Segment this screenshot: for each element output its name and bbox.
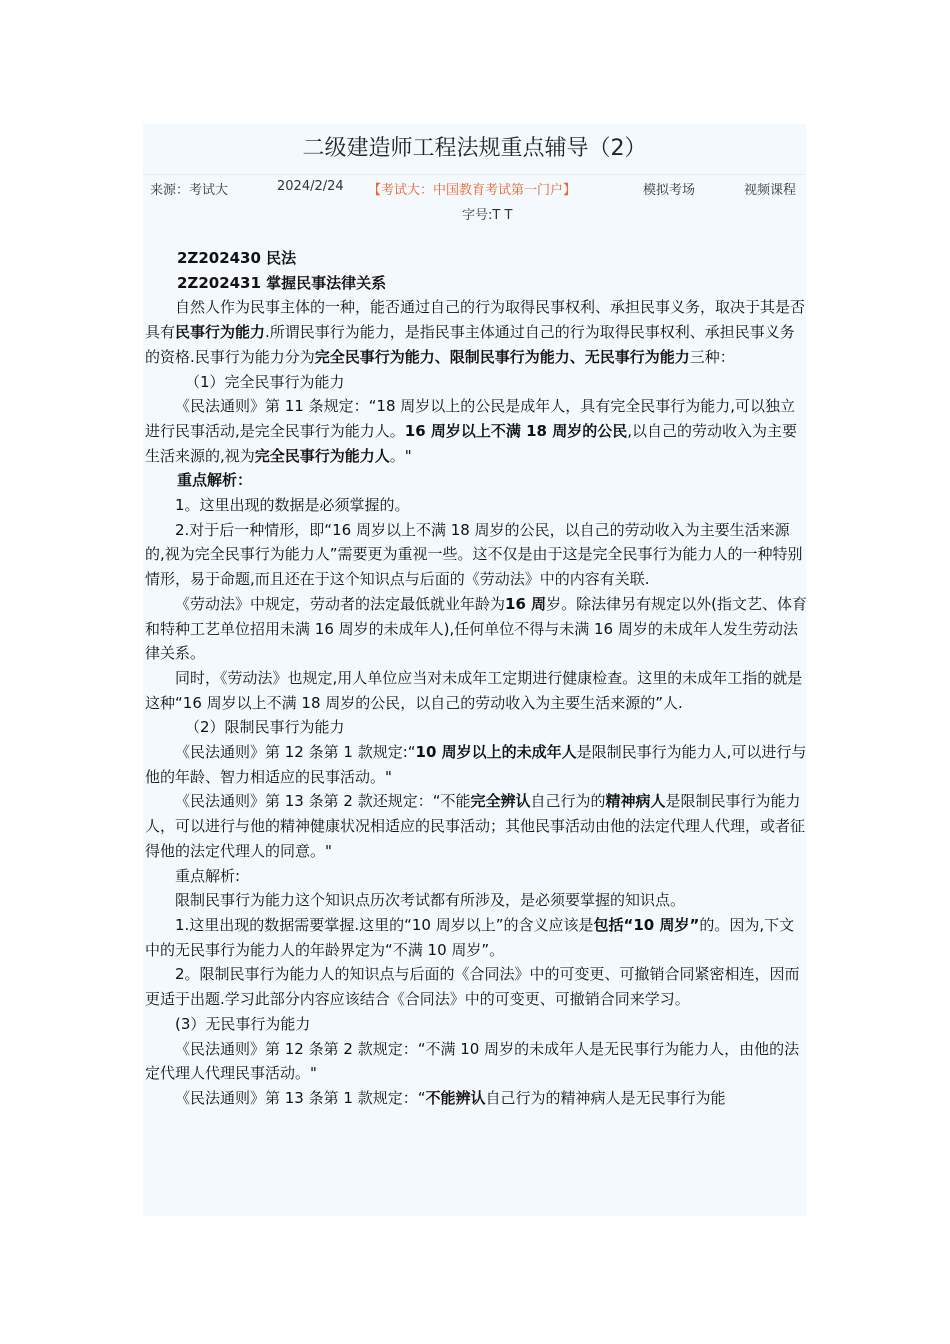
paragraph xyxy=(145,394,807,468)
paragraph: 1。这里出现的数据是必须掌握的。 xyxy=(175,496,410,515)
text: .所谓民事行为能力，是指民事主体通过自己的行为取得民事权利、承担民事义务的资格.民事行为能力分为 xyxy=(145,323,795,366)
text: 是限制民事行为能力人,可以进行与他的年龄、智力相适应的民事活动。" xyxy=(145,743,807,786)
item-heading: （1）完全民事行为能力 xyxy=(185,372,345,391)
video-course-link[interactable]: 视频课程 xyxy=(744,183,797,198)
paragraph xyxy=(145,1086,807,1111)
paragraph xyxy=(145,295,807,369)
text: ,以自己的劳动收入为主要生活来源的,视为 xyxy=(145,421,797,465)
source-label: 来源：考试大 xyxy=(150,183,229,198)
paragraph xyxy=(145,789,807,863)
subsection-heading: 2Z202431 掌握民事法律关系 xyxy=(177,273,387,292)
bold-text: 完全民事行为能力人 xyxy=(254,446,390,465)
text: 自己行为的精神病人是无民事行为能 xyxy=(485,1088,726,1107)
bold-text: 不能辨认 xyxy=(425,1088,486,1107)
bold-text: 精神病人 xyxy=(605,792,666,811)
portal-link[interactable]: 【考试大：中国教育考试第一门户】 xyxy=(368,183,577,198)
item-heading: （2）限制民事行为能力 xyxy=(185,718,345,737)
paragraph xyxy=(145,740,807,789)
paragraph: 2。限制民事行为能力人的知识点与后面的《合同法》中的可变更、可撤销合同紧密相连，因而更适于出题.学习此部分内容应该结合《合同法》中的可变更、可撤销合同来学习。 xyxy=(145,965,800,1009)
key-analysis-label: 重点解析: xyxy=(175,866,241,885)
paragraph: 限制民事行为能力这个知识点历次考试都有所涉及，是必须要掌握的知识点。 xyxy=(175,891,686,910)
text: 的。因为,下文中的无民事行为能力人的年龄界定为“不满 10 周岁”。 xyxy=(145,915,795,959)
text: 《劳动法》中规定，劳动者的法定最低就业年龄为 xyxy=(175,594,506,613)
text: 《民法通则》第 13 条第 2 款还规定：“不能 xyxy=(175,792,471,811)
paragraph: 同时，《劳动法》也规定,用人单位应当对未成年工定期进行健康检查。这里的未成年工指的就是这种“16 周岁以上不满 18 周岁的公民，以自己的劳动收入为主要生活来源的”人. xyxy=(145,668,803,712)
text: 《民法通则》第 12 条第 1 款规定:“ xyxy=(175,743,416,762)
text: 。" xyxy=(389,446,412,465)
text: 自然人作为民事主体的一种，能否通过自己的行为取得民事权利、承担民事义务，取决于其是否具有 xyxy=(145,298,806,342)
paragraph: 2.对于后一种情形，即“16 周岁以上不满 18 周岁的公民，以自己的劳动收入为主要生活来源的,视为完全民事行为能力人”需要更为重视一些。这不仅是由于这是完全民事行为能力人的一种特别情形，易于命题,而且还在于这个知识点与后面的《劳动法》中的内容有关联. xyxy=(145,520,803,589)
text: 岁。除法律另有规定以外(指文艺、体育和特种工艺单位招用未满 16 周岁的未成年人),任何单位不得与未满 16 周岁的未成年人发生劳动法律关系。 xyxy=(145,594,807,663)
bold-text: 16 周岁以上不满 18 周岁的公民 xyxy=(404,421,628,440)
bold-text: 16 周 xyxy=(505,594,547,613)
paragraph xyxy=(145,592,807,666)
bold-text: 民事行为能力 xyxy=(175,323,266,342)
article-title: 二级建造师工程法规重点辅导（2） xyxy=(143,124,806,175)
text: 《民法通则》第 11 条规定：“18 周岁以上的公民是成年人，具有完全民事行为能力,可以独立进行民事活动,是完全民事行为能力人。 xyxy=(145,397,796,440)
font-size-control[interactable]: 字号:T T xyxy=(462,208,513,223)
paragraph: 《民法通则》第 12 条第 2 款规定：“不满 10 周岁的未成年人是无民事行为能力人，由他的法定代理人代理民事活动。" xyxy=(145,1039,800,1083)
bold-text: 完全民事行为能力、限制民事行为能力、无民事行为能力 xyxy=(314,347,690,366)
key-analysis-label: 重点解析： xyxy=(177,471,253,490)
mock-exam-link[interactable]: 模拟考场 xyxy=(643,183,696,198)
bold-text: 10 周岁以上的未成年人 xyxy=(415,743,577,762)
bold-text: 包括“10 周岁” xyxy=(593,915,700,934)
paragraph xyxy=(145,913,807,962)
text: 三种： xyxy=(689,347,735,366)
article-body xyxy=(145,246,807,1111)
section-heading: 2Z202430 民法 xyxy=(177,249,297,267)
text: 自己行为的 xyxy=(530,792,606,811)
bold-text: 完全辨认 xyxy=(470,792,531,811)
publish-date: 2024/2/24 xyxy=(277,179,344,194)
item-heading: (3）无民事行为能力 xyxy=(175,1014,311,1033)
text: 《民法通则》第 13 条第 1 款规定：“ xyxy=(175,1088,426,1107)
text: 是限制民事行为能力人，可以进行与他的精神健康状况相适应的民事活动；其他民事活动由他的法定代理人代理，或者征得他的法定代理人的同意。" xyxy=(145,792,806,860)
text: 1.这里出现的数据需要掌握.这里的“10 周岁以上”的含义应该是 xyxy=(175,915,594,934)
